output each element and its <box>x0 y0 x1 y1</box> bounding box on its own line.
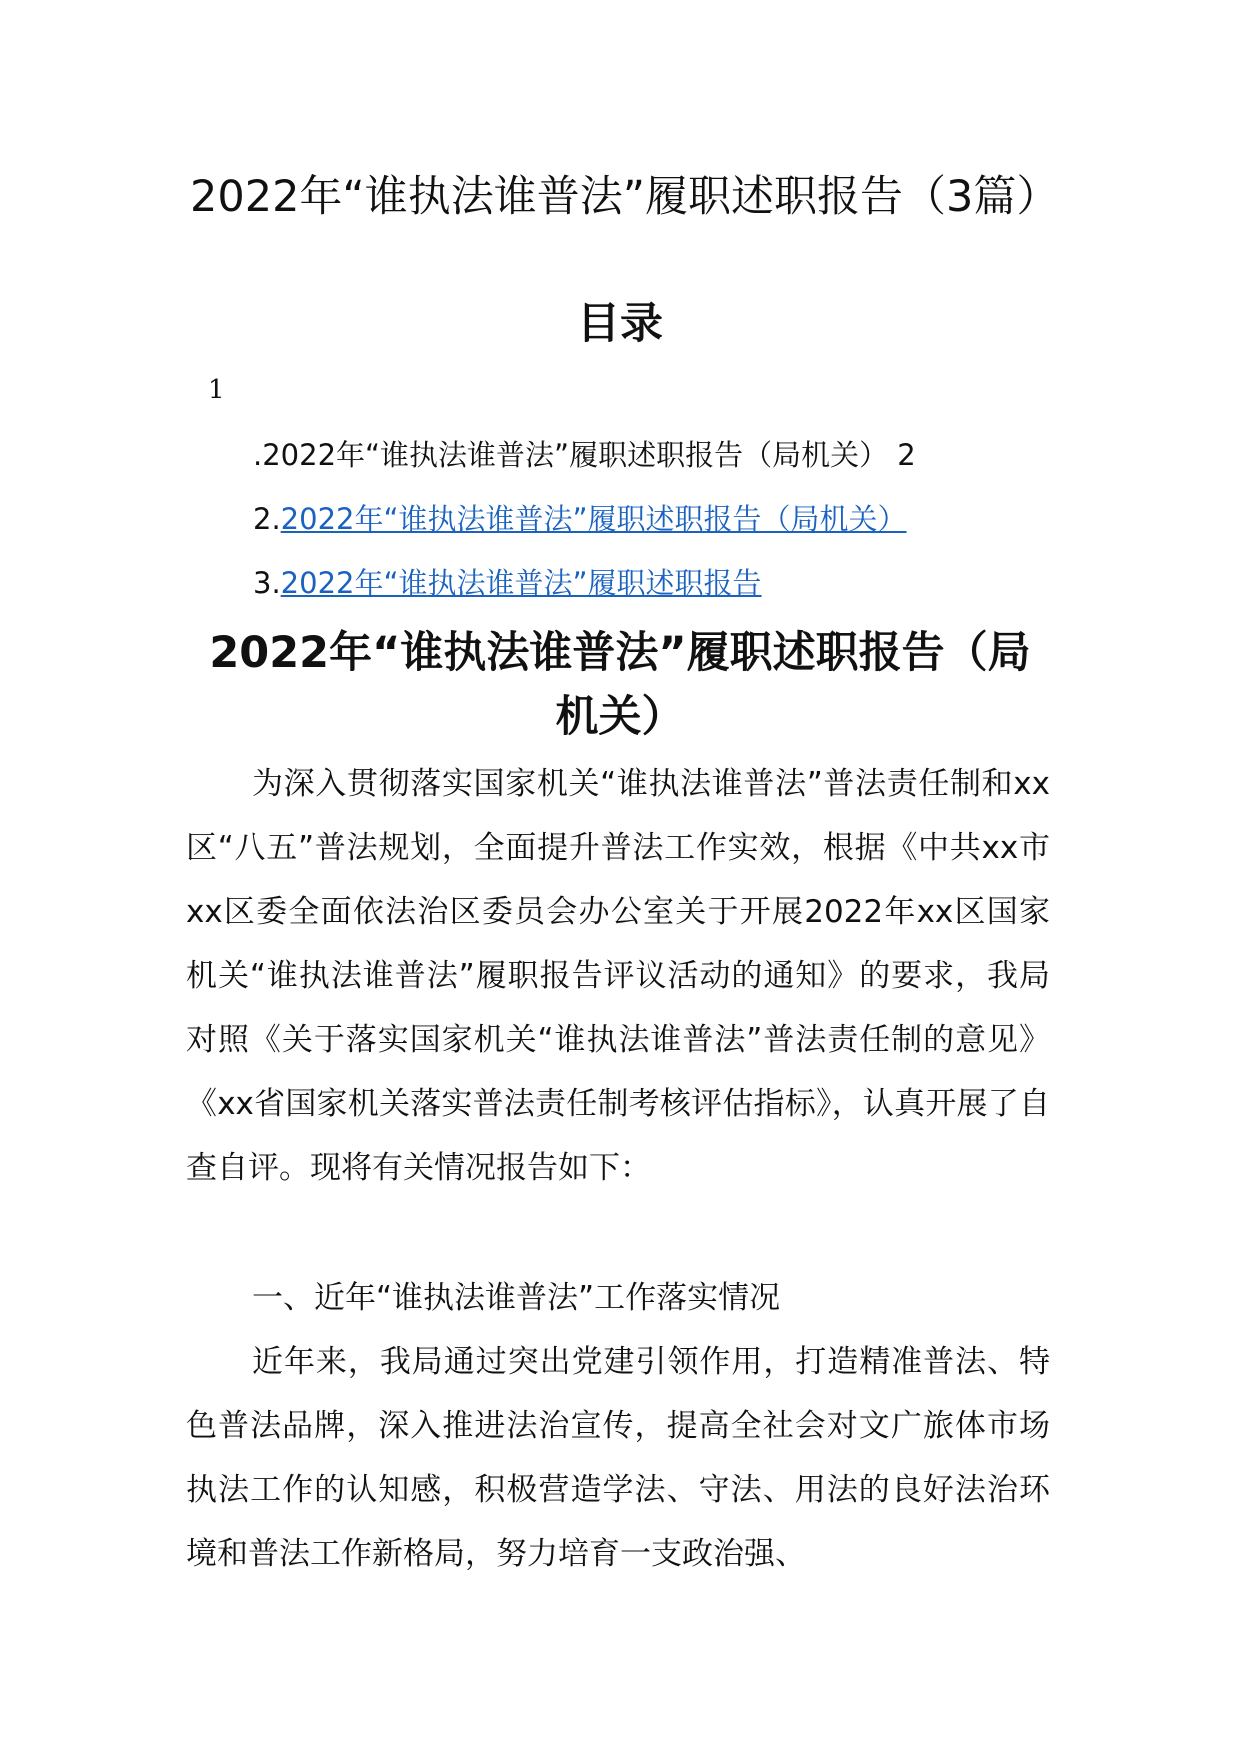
toc-entry-prefix: . <box>253 438 263 472</box>
toc-link[interactable]: 2022年“谁执法谁普法”履职述职报告（局机关） <box>280 502 907 536</box>
toc-entry-1[interactable] <box>253 435 916 475</box>
section-heading: 一、近年“谁执法谁普法”工作落实情况 <box>252 1280 781 1316</box>
toc-entry-prefix: 2. <box>253 502 281 536</box>
toc-entry-2[interactable] <box>253 499 907 539</box>
toc-entry-text: 2022年“谁执法谁普法”履职述职报告（局机关） <box>262 438 889 472</box>
toc-link[interactable]: 2022年“谁执法谁普法”履职述职报告 <box>280 566 762 600</box>
document-title: 2022年“谁执法谁普法”履职述职报告（3篇） <box>190 172 1060 222</box>
toc-entry-3[interactable] <box>253 563 762 603</box>
toc-entry-page: 2 <box>897 438 916 472</box>
body-paragraph: 近年来，我局通过突出党建引领作用，打造精准普法、特色普法品牌，深入推进法治宣传，提高全社会对文广旅体市场执法工作的认知感，积极营造学法、守法、用法的良好法治环境和普法工作新格局，努力培育一支政治强、 <box>186 1344 1050 1572</box>
toc-heading: 目录 <box>577 299 663 349</box>
toc-page-number: 1 <box>208 375 225 405</box>
body-paragraph: 为深入贯彻落实国家机关“谁执法谁普法”普法责任制和xx区“八五”普法规划，全面提升普法工作实效，根据《中共xx市xx区委全面依法治区委员会办公室关于开展2022年xx区国家机关“谁执法谁普法”履职报告评议活动的通知》的要求，我局对照《关于落实国家机关“谁执法谁普法”普法责任制的意见》《xx省国家机关落实普法责任制考核评估指标》，认真开展了自查自评。现将有关情况报告如下： <box>186 766 1050 1186</box>
toc-entry-prefix: 3. <box>253 566 281 600</box>
section-title: 2022年“谁执法谁普法”履职述职报告（局机关） <box>209 628 1031 742</box>
